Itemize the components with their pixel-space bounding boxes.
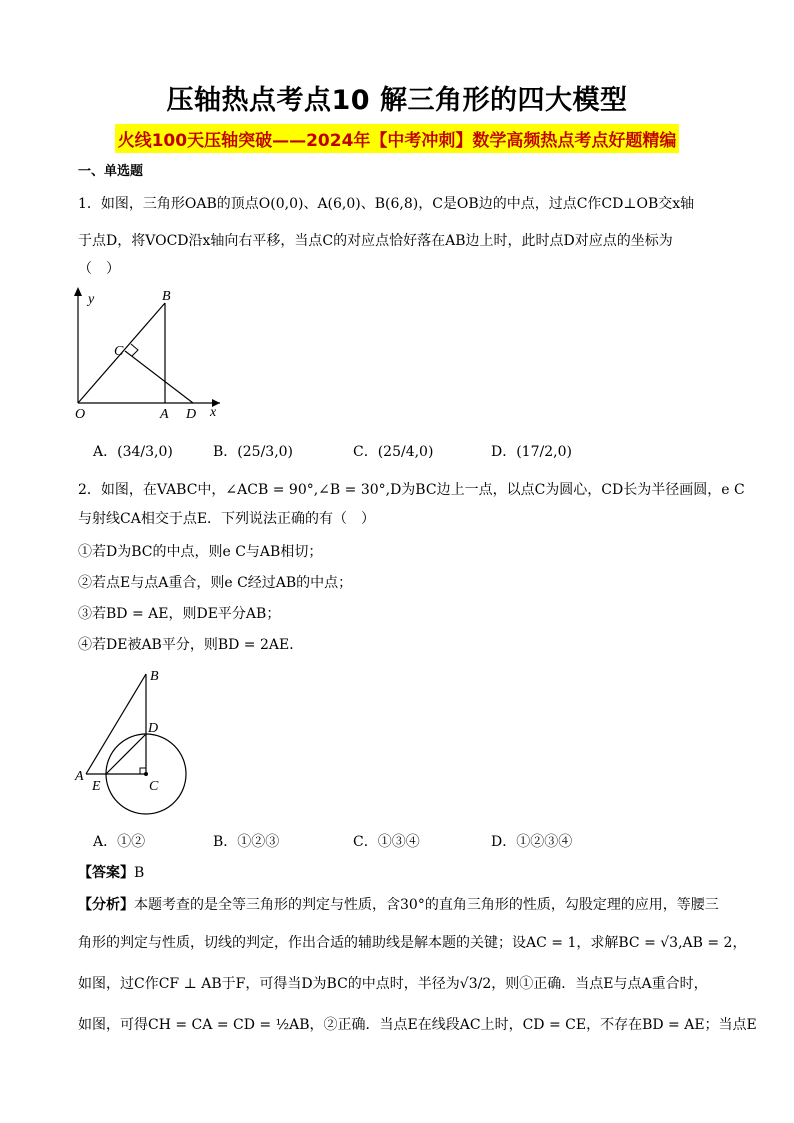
label-a: A xyxy=(160,407,169,422)
label-e: E xyxy=(92,779,101,794)
y-axis-arrow xyxy=(74,287,82,296)
q1-option-c[interactable]: C．(25/4,0) xyxy=(353,444,434,460)
q2-option-a[interactable]: A．①② xyxy=(93,834,146,850)
label-x: x xyxy=(210,405,217,420)
label-b: B xyxy=(162,289,171,304)
subtitle-highlight: 火线100天压轴突破——2024年【中考冲刺】数学高频热点考点好题精编 xyxy=(115,124,680,153)
segment-cd xyxy=(125,351,193,403)
right-angle-mark xyxy=(131,344,138,356)
q2-option-d[interactable]: D．①②③④ xyxy=(491,834,573,850)
q2-line-1: 2．如图，在VABC中，∠ACB = 90°,∠B = 30°,D为BC边上一点，以点C为圆心，CD长为半径画圆，e C xyxy=(78,482,745,498)
q1-line-2: 于点D，将VOCD沿x轴向右平移，当点C的对应点恰好落在AB边上时，此时点D对应点的坐标为 xyxy=(78,233,673,249)
analysis-label: 【分析】 xyxy=(78,897,134,913)
analysis-line-4: 如图，可得CH = CA = CD = ½AB，②正确．当点E在线段AC上时，CD = CE，不存在BD = AE；当点E xyxy=(78,1017,757,1033)
page-title: 压轴热点考点10 解三角形的四大模型 xyxy=(166,85,628,116)
q1-figure xyxy=(70,283,230,423)
subtitle-row xyxy=(0,124,794,153)
answer-value: B xyxy=(134,865,145,881)
q2-statement-1: ①若D为BC的中点，则e C与AB相切； xyxy=(78,544,323,560)
q2-statement-3: ③若BD = AE，则DE平分AB； xyxy=(78,606,281,622)
analysis-line-1 xyxy=(78,894,719,914)
label-a: A xyxy=(75,769,84,784)
answer-label: 【答案】 xyxy=(78,865,134,881)
q1-option-a[interactable]: A．(34/3,0) xyxy=(93,444,173,460)
answer-row xyxy=(78,862,144,882)
q2-option-c[interactable]: C．①③④ xyxy=(353,834,420,850)
q2-option-b[interactable]: B．①②③ xyxy=(213,834,280,850)
label-y: y xyxy=(88,292,95,307)
label-d: D xyxy=(186,407,197,422)
section-heading: 一、单选题 xyxy=(78,164,144,179)
q1-option-d[interactable]: D．(17/2,0) xyxy=(491,444,572,460)
segment-ab xyxy=(86,674,146,774)
analysis-line-2: 角形的判定与性质，切线的判定，作出合适的辅助线是解本题的关键；设AC = 1，求解BC = √3,AB = 2， xyxy=(78,935,747,951)
q2-statement-2: ②若点E与点A重合，则e C经过AB的中点； xyxy=(78,575,353,591)
analysis-text-1: 本题考查的是全等三角形的判定与性质，含30°的直角三角形的性质，勾股定理的应用，等腰三 xyxy=(134,897,719,913)
analysis-line-3: 如图，过C作CF ⊥ AB于F，可得当D为BC的中点时，半径为√3/2，则①正确．当点E与点A重合时， xyxy=(78,976,708,992)
q2-statement-4: ④若DE被AB平分，则BD = 2AE． xyxy=(78,637,304,653)
label-o: O xyxy=(75,407,86,422)
q1-line-1: 1．如图，三角形OAB的顶点O(0,0)、A(6,0)、B(6,8)，C是OB边的中点，过点C作CD⊥OB交x轴 xyxy=(78,196,695,212)
center-point-c xyxy=(144,772,148,776)
q1-option-b[interactable]: B．(25/3,0) xyxy=(213,444,294,460)
label-b: B xyxy=(150,669,159,684)
label-d: D xyxy=(148,721,159,736)
q2-line-2: 与射线CA相交于点E．下列说法正确的有（ ） xyxy=(78,511,376,527)
q1-line-3: （ ） xyxy=(78,261,120,277)
label-c: C xyxy=(114,344,124,359)
label-c: C xyxy=(149,779,159,794)
q2-figure xyxy=(70,662,210,822)
